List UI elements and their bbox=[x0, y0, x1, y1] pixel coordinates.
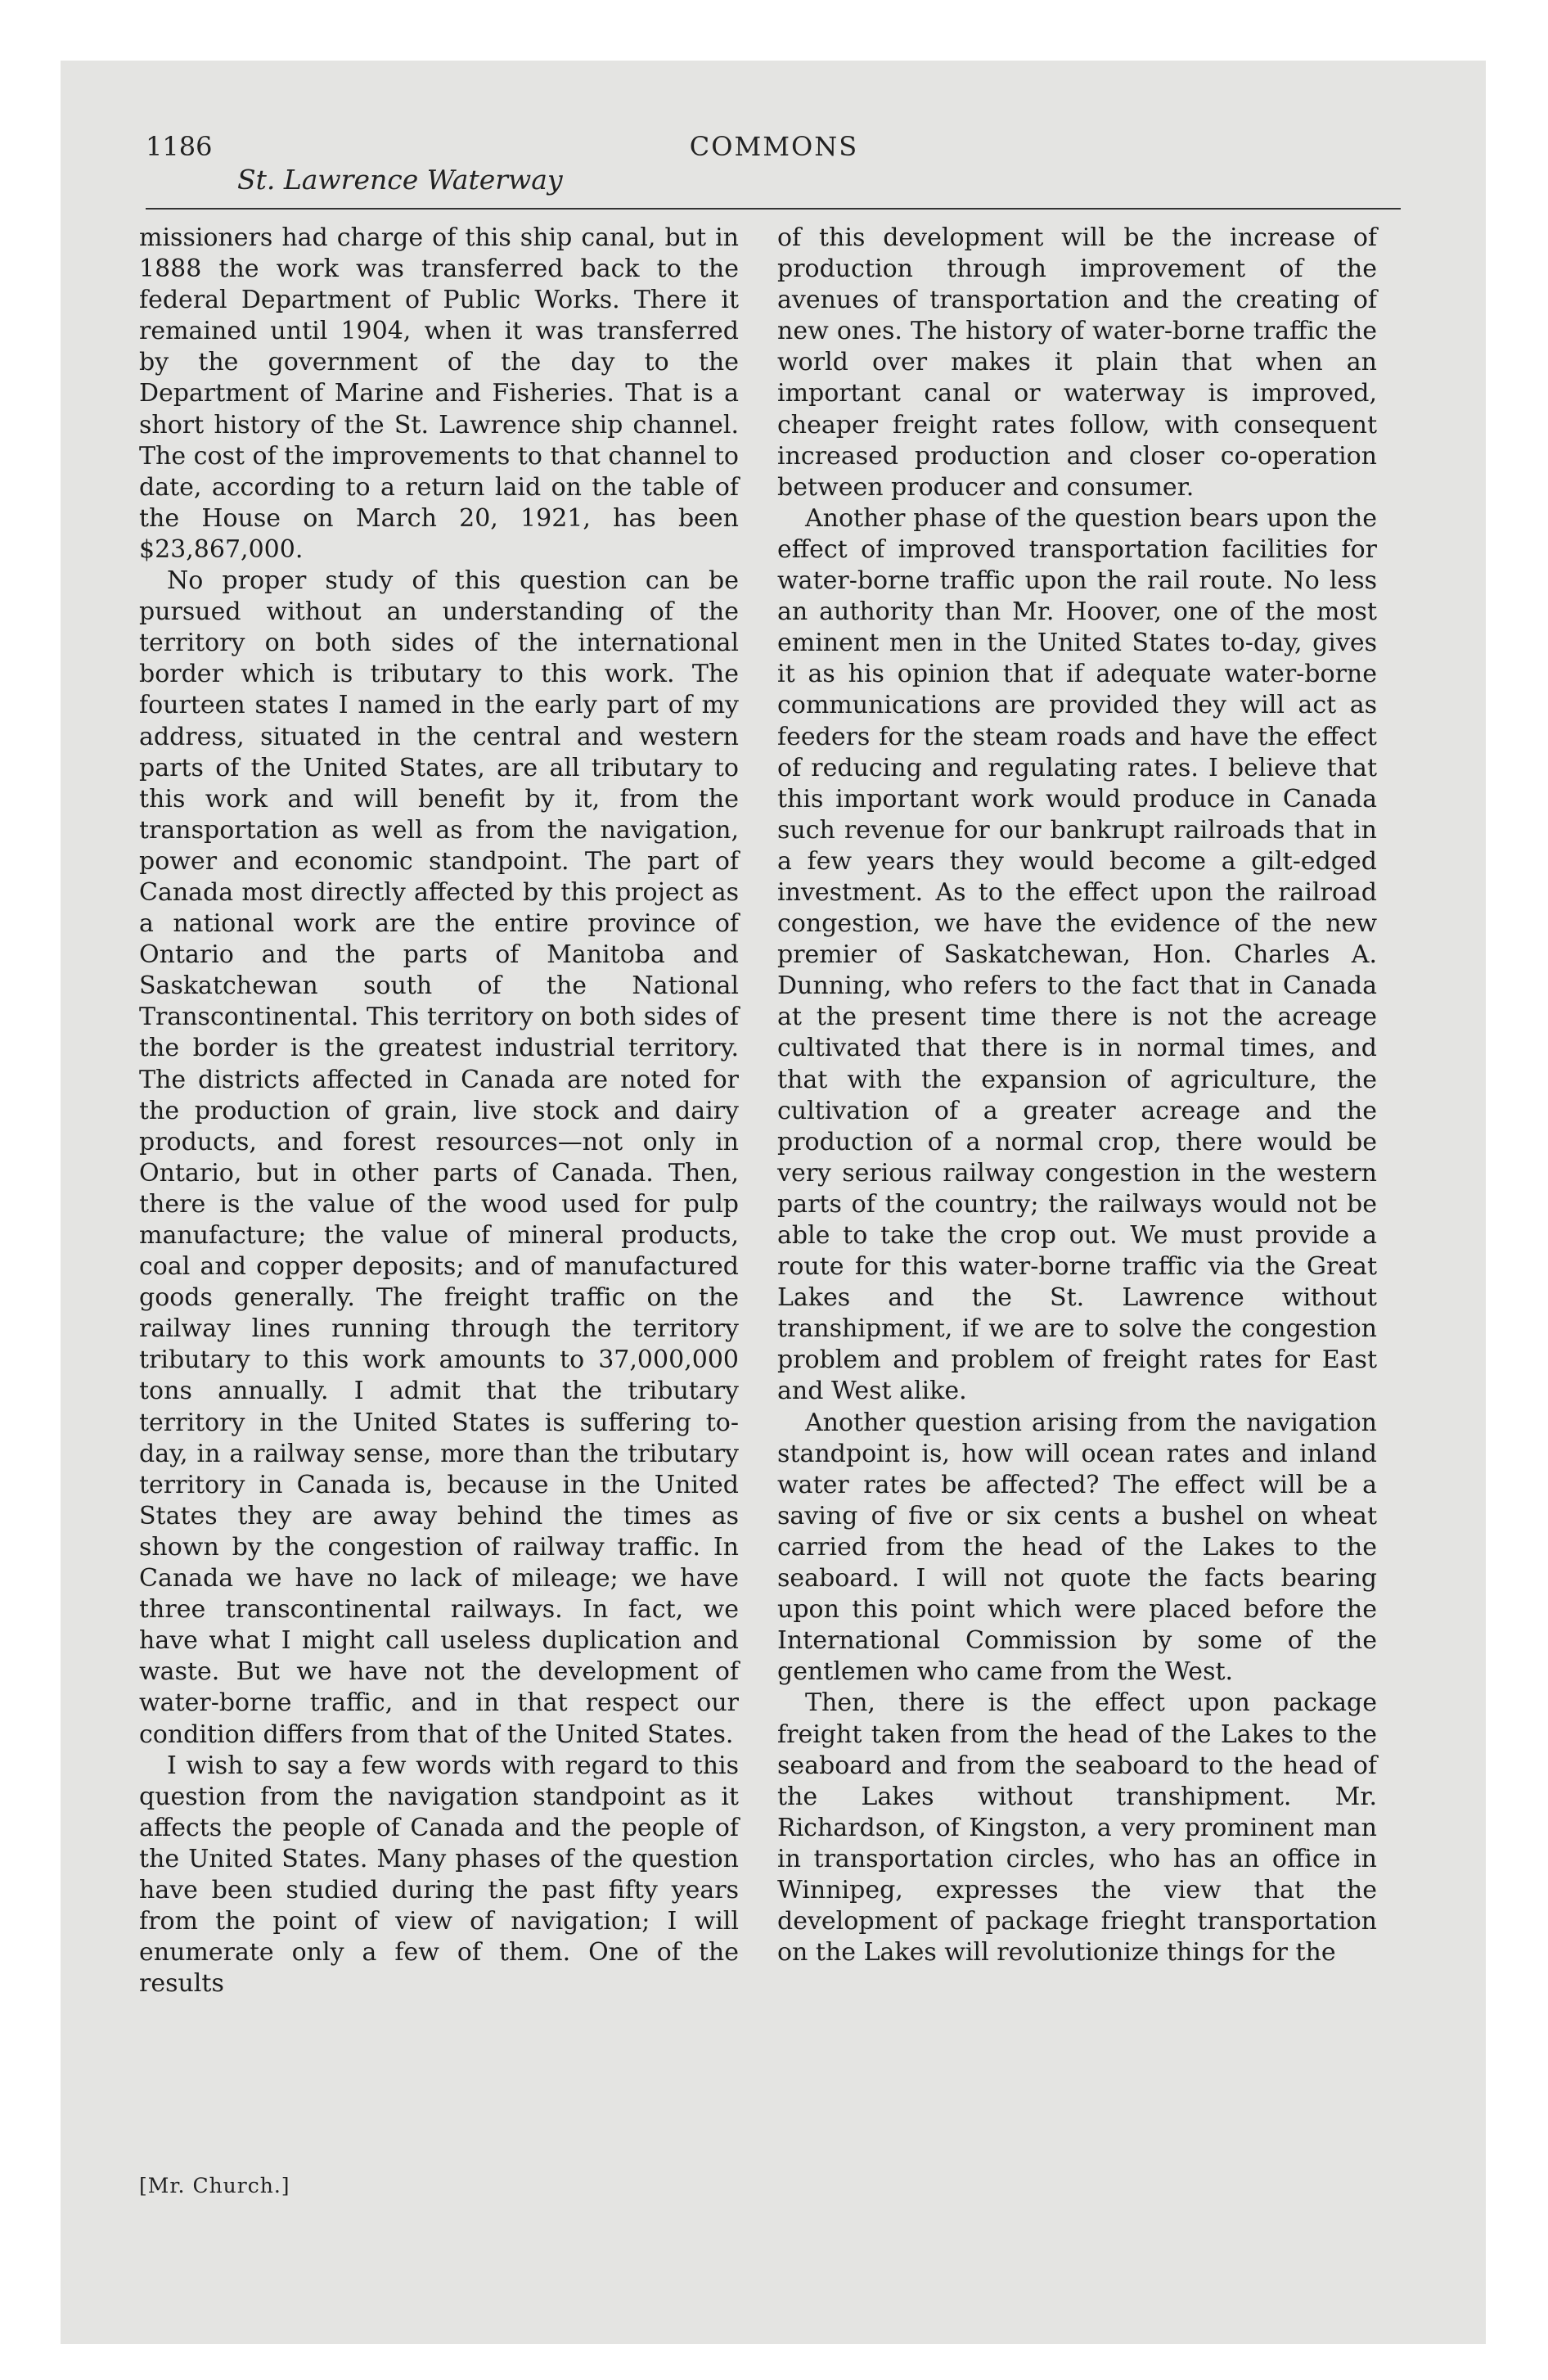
left-column bbox=[139, 223, 739, 1999]
right-column bbox=[777, 223, 1377, 1968]
left-paragraph-2: No proper study of this question can be pursued without an understanding of the territory on both sides of the international border which is tributary to this work. The fourteen states I named in the early part of my address, situated in the central and western parts of the United States, are all tributary to this work and will benefit by it, from the transportation as well as from the navigation, power and economic standpoint. The part of Canada most directly affected by this project as a national work are the entire province of Ontario and the parts of Manitoba and Saskatchewan south of the National Transcontinental. This territory on both sides of the border is the greatest industrial territory. The districts affected in Canada are noted for the production of grain, live stock and dairy products, and forest resources—not only in Ontario, but in other parts of Canada. Then, there is the value of the wood used for pulp manufacture; the value of mineral products, coal and copper deposits; and of manufactured goods generally. The freight traffic on the railway lines running through the territory tributary to this work amounts to 37,000,000 tons annually. I admit that the tributary territory in the United States is suffering to-day, in a railway sense, more than the tributary territory in Canada is, because in the United States they are away behind the times as shown by the congestion of railway traffic. In Canada we have no lack of mileage; we have three transcontinental railways. In fact, we have what I might call useless duplication and waste. But we have not the development of water-borne traffic, and in that respect our condition differs from that of the United States. bbox=[139, 566, 739, 1749]
left-paragraph-1: missioners had charge of this ship canal, but in 1888 the work was transferred back to the federal Department of Public Works. There it remained until 1904, when it was transferred by the government of the day to the Department of Marine and Fisheries. That is a short history of the St. Lawrence ship channel. The cost of the improvements to that channel to date, according to a return laid on the table of the House on March 20, 1921, has been $23,867,000. bbox=[139, 223, 739, 564]
section-title: St. Lawrence Waterway bbox=[237, 164, 563, 196]
page-number: 1186 bbox=[146, 131, 213, 162]
right-paragraph-2: Another phase of the question bears upon the effect of improved transportation facilities for water-borne traffic upon the rail route. No less an authority than Mr. Hoover, one of the most eminent men in the United States to-day, gives it as his opinion that if adequate water-borne communications are provided they will act as feeders for the steam roads and have the effect of reducing and regulating rates. I believe that this important work would produce in Canada such revenue for our bankrupt railroads that in a few years they would become a gilt-edged investment. As to the effect upon the railroad congestion, we have the evidence of the new premier of Saskatchewan, Hon. Charles A. Dunning, who refers to the fact that in Canada at the present time there is not the acreage cultivated that there is in normal times, and that with the expansion of agriculture, the cultivation of a greater acreage and the production of a normal crop, there would be very serious railway congestion in the western parts of the country; the railways would not be able to take the crop out. We must provide a route for this water-borne traffic via the Great Lakes and the St. Lawrence without transhipment, if we are to solve the congestion problem and problem of freight rates for East and West alike. bbox=[777, 503, 1377, 1406]
running-head: COMMONS bbox=[689, 131, 859, 162]
right-paragraph-3: Another question arising from the navigation standpoint is, how will ocean rates and inland water rates be affected? The effect will be a saving of five or six cents a bushel on wheat carried from the head of the Lakes to the seaboard. I will not quote the facts bearing upon this point which were placed before the International Commission by some of the gentlemen who came from the West. bbox=[777, 1408, 1377, 1687]
right-paragraph-1: of this development will be the increase of production through improvement of the avenues of transportation and the creating of new ones. The history of water-borne traffic the world over makes it plain that when an important canal or waterway is improved, cheaper freight rates follow, with consequent increased production and closer co-operation between producer and consumer. bbox=[777, 223, 1377, 502]
header-rule bbox=[146, 208, 1401, 210]
left-paragraph-3: I wish to say a few words with regard to this question from the navigation standpoint as it affects the people of Canada and the people of the United States. Many phases of the question have been studied during the past fifty years from the point of view of navigation; I will enumerate only a few of them. One of the results bbox=[139, 1751, 739, 1999]
speaker-tag: [Mr. Church.] bbox=[139, 2174, 290, 2197]
right-paragraph-4: Then, there is the effect upon package freight taken from the head of the Lakes to the seaboard and from the seaboard to the head of the Lakes without transhipment. Mr. Richardson, of Kingston, a very prominent man in transportation circles, who has an office in Winnipeg, expresses the view that the development of package frieght transportation on the Lakes will revolutionize things for the bbox=[777, 1688, 1377, 1968]
